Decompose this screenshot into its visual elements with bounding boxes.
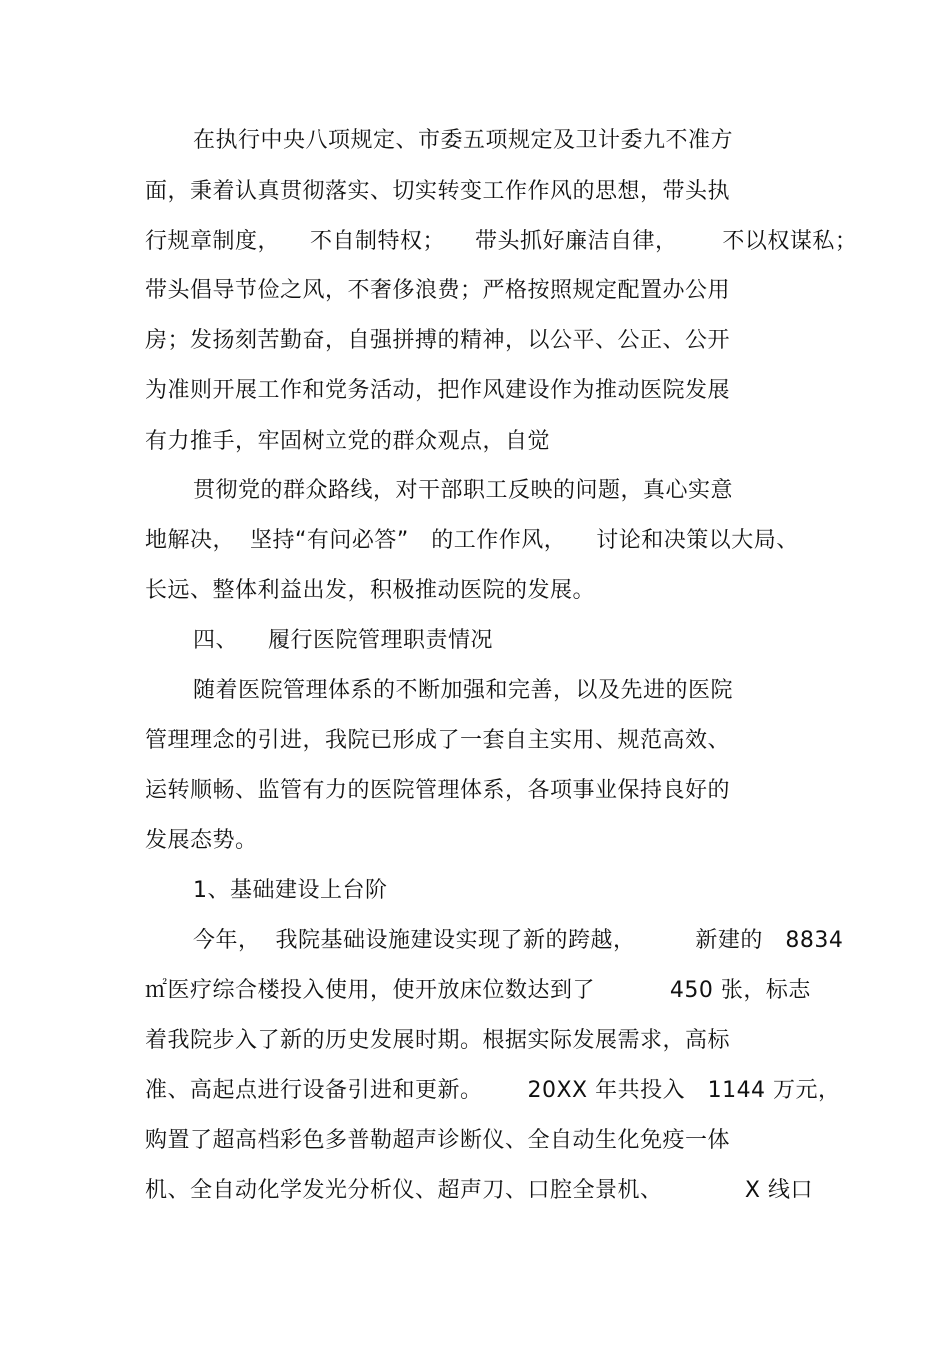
text-line: 为准则开展工作和党务活动，把作风建设作为推动医院发展 (145, 378, 731, 403)
text-line: 行规章制度， 不自制特权； 带头抓好廉洁自律， 不以权谋私； (145, 229, 858, 254)
text-line: 在执行中央八项规定、市委五项规定及卫计委九不准方 (193, 128, 734, 153)
text-line: ㎡医疗综合楼投入使用，使开放床位数达到了 450 张，标志 (145, 978, 811, 1003)
section-heading: 四、 履行医院管理职责情况 (193, 628, 493, 653)
text-line: 购置了超高档彩色多普勒超声诊断仪、全自动生化免疫一体 (145, 1128, 731, 1153)
text-line: 面，秉着认真贯彻落实、切实转变工作作风的思想，带头执 (145, 179, 731, 204)
text-line: 机、全自动化学发光分析仪、超声刀、口腔全景机、 X 线口 (145, 1178, 813, 1203)
text-line: 房；发扬刻苦勤奋，自强拼搏的精神，以公平、公正、公开 (145, 328, 731, 353)
text-line: 运转顺畅、监管有力的医院管理体系，各项事业保持良好的 (145, 778, 731, 803)
text-line: 发展态势。 (145, 828, 258, 853)
text-line: 着我院步入了新的历史发展时期。根据实际发展需求，高标 (145, 1028, 731, 1053)
text-line: 准、高起点进行设备引进和更新。 20XX 年共投入 1144 万元， (145, 1078, 841, 1103)
text-line: 今年， 我院基础设施建设实现了新的跨越， 新建的 8834 (193, 928, 844, 953)
text-line: 管理理念的引进，我院已形成了一套自主实用、规范高效、 (145, 728, 731, 753)
text-line: 长远、整体利益出发，积极推动医院的发展。 (145, 578, 596, 603)
text-line: 地解决， 坚持“有问必答” 的工作作风， 讨论和决策以大局、 (145, 528, 799, 553)
text-line: 随着医院管理体系的不断加强和完善，以及先进的医院 (193, 678, 734, 703)
text-line: 有力推手，牢固树立党的群众观点，自觉 (145, 429, 551, 454)
text-line: 贯彻党的群众路线，对干部职工反映的问题，真心实意 (193, 478, 734, 503)
subsection-heading: 1、基础建设上台阶 (193, 878, 388, 903)
text-line: 带头倡导节俭之风，不奢侈浪费；严格按照规定配置办公用 (145, 278, 731, 303)
